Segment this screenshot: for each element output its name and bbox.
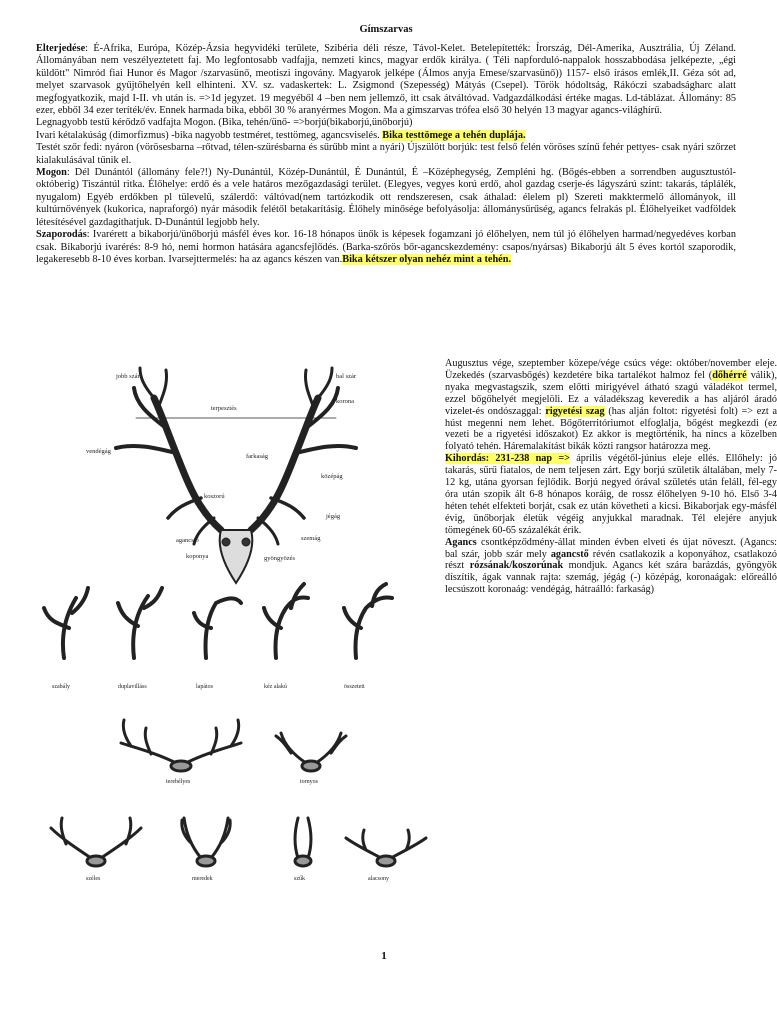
- antler-types-row2-labels: [166, 779, 319, 785]
- antler-types-row1: [44, 584, 392, 658]
- label-vendegag: vendégág: [86, 448, 111, 455]
- highlight-dohere: dőhérré: [712, 369, 747, 381]
- paragraph-antler: Agancs csontképződmény-állat minden évben elveti és újat növeszt. (Agancs: bal szár, jobb szár mely agancstő révén csatlakozik a koponyához, csatlakozó részt rózsának/koszorúnak mondjuk. Agancs két szára barázdás, gyöngyök díszítik, ágak vannak rajta: szemág, jégág (-) középág, koronaágak: előreálló lecsúszott koronaág: vendégág, hátraálló: farkaság): [445, 536, 777, 596]
- highlight-weight: Bika testtömege a tehén duplája.: [382, 129, 526, 141]
- label-antler: Agancs: [445, 536, 477, 548]
- paragraph-fur: Testét szőr fedi: nyáron (vörösesbarna –rőtvad, télen-szürésbarna és sűrűbb mint a nyári) Újszülött borjúk: test felső felén vöröses színű fehér pettyes- csak nyári szőrzet kialakulásával tűnik el.: [36, 142, 736, 166]
- page-title: Gímszarvas: [359, 24, 413, 35]
- label-kind-1: szabály: [52, 684, 70, 690]
- paragraph-distribution: Elterjedése: É-Afrika, Európa, Közép-Ázsia hegyvidéki területe, Szibéria déli része, Távol-Kelet. Betelepítették: Írország, Dél-Amerika, Ausztrália, Új Zéland. Állományában nem veszélyeztetett faj. Mo legfontosabb vadfajja, nemzeti kincs, magyar erdők királya. ( Téli napforduló-nappalok hosszabbodása jelképezte, „égi küldött" Nimród fiai Hunor és Magor /szarvasünő, meotiszi ingovány. Magyarok jelképe (Álmos anyja Emese/szarvasünő)) 1157- első írásos emlék,II. Géza sót ad, melyet szarvasok gyűjtőhelyén kell elhinteni. XV. sz. vadaskertek: L. Zsigmond (Szepesség) Mátyás (Csepel). Török hódoltság, Rákóczi szabadságharc alatt megfogyatkozik, majd I-II. vh után is. =>1d jegyzet. 19 megyéből 4 –ben nem jellemző, itt csak átváltóvad. Vadgazdálkodási értéke magas. Ld-táblázat. Állomány: 85 ezer, ebből 34 ezer teríték/év. Ennek harmada bika, ebből 30 % aranyérmes Mogon. Ma a gímszarvas trófea első 30 helyén 13 magyar agancs-világhírű.: [36, 43, 736, 117]
- label-distribution: Elterjedése: [36, 43, 86, 54]
- antler-types-row3-labels: [86, 876, 389, 882]
- label-terpesztes: terpesztés: [211, 405, 237, 412]
- label-kind-5: összetett: [344, 684, 365, 690]
- antler-types-row1-labels: [52, 684, 365, 690]
- paragraph-largest: Legnagyobb testű kérődző vadfajta Mogon. (Bika, tehén/ünő- =>borjú(bikaborjú,ünőborjú): [36, 117, 413, 129]
- label-kozepag: középág: [321, 473, 343, 480]
- label-koponya: koponya: [186, 553, 209, 560]
- antler-illustrations: [36, 358, 432, 898]
- paragraph-rut: Augusztus vége, szeptember közepe/vége csúcs vége: október/november eleje. Üzekedés (szarvasbőgés) kezdetére bika tartalékot halmoz fel (dőhérré válik), nyaka megvastagszik, szem előtti mirigyével átható szagú váladékot termel, ezzel bőgőhelyét megjelöli. Ez a váladékszag keveredik a has aljáról áradó vizelet-és ondószaggal: rigyetési szag (has alján foltot: rigyetési folt) => ezt a húst megenni nem lehet. Bőgőterritóriumot elfoglalja, bőgést megkezdi (ez vezeti be a rigyetési időszakot) Ez akkor is megtörténik, ha nincs a közelben folyató tehén. Háremalakítást bikák közti rangsor határozza meg.: [445, 358, 777, 453]
- label-jobb-szar: jobb szár: [116, 373, 140, 380]
- label-reproduction: Szaporodás: [36, 229, 87, 241]
- label-bal-szar: bal szár: [336, 373, 357, 380]
- label-kind-3: lapátos: [196, 684, 213, 690]
- label-agancsto: agancstő: [176, 537, 199, 544]
- label-kind-11: alacsony: [368, 876, 389, 882]
- highlight-gestation: Kihordás: 231-238 nap =>: [445, 453, 570, 465]
- paragraph-gestation: Kihordás: 231-238 nap => április végétől-június eleje ellés. Ellőhely: jó takarás, sűrű fiatalos, de nem teljesen zárt. Egy borjú születik általában, mely 7-12 kg, utána gyorsan fejlődik. Borjú negyed órával születés után feláll, fél-egy óra után szopik ált 6-8 hónapos koráig, de rossz élőhelyen 9-10 hó. Első 3-4 héten tehét elfekteti borját, csak ez után követheti a kicsi. Bikaborjak egy-másfél évig, ünőborjak életük végéig anyjukkal maradnak. Tél elejére anyjuk tömegének 60-65 százalékát érik.: [445, 453, 777, 536]
- paragraph-reproduction: Szaporodás: Ivarérett a bikaborjú/ünőborjú másfél éves kor. 16-18 hónapos ünők is képesek fogamzani jó élőhelyen, nem túl jó élőhelyen harmad/negyedéves korban csak. Bikaborjú ivarérés: 8-9 hó, nemi hormon hatására agancsfejlődés. (Barka-szőrös bőr-agancskezdemény: csapos/nyársas) Bikaborjú ált 5 éves kortól szaporodik, legakeresebb 8-10 éves korban. Ivarsejttermelés: ha az agancs készen van.Bika kétszer olyan nehéz mint a tehén.: [36, 229, 736, 265]
- highlight-rigyetesi-szag: rigyetési szag: [545, 405, 605, 417]
- label-kind-2: duplavilláss: [118, 684, 147, 690]
- label-jegag: jégág: [326, 513, 341, 520]
- label-farkasag: farkaság: [246, 453, 269, 460]
- antler-types-row2: [121, 720, 346, 771]
- paragraph-dimorphism: Ivari kétalakúság (dimorfizmus) -bika nagyobb testméret, testtömeg, agancsviselés. Bika testtömege a tehén duplája.: [36, 129, 526, 141]
- right-column-text: [445, 358, 777, 596]
- page-number: 1: [381, 950, 387, 962]
- paragraph-mogon: Mogon: Dél Dunántól (állomány fele?!) Ny-Dunántúl, Közép-Dunántúl, É Dunántúl, É –Középhegység, Zempléni hg. (Bőgés-ebben a sorrendben augusztustól- októberig) Tiszántúl ritka. Élőhelye: erdő és a vele határos mezőgazdasági terület. (Elegyes, vegyes korú erdő, ahol gazdag cserje-és lágyszárú szint: takarás, táplálék, nyugalom) Egyéb erdőkben pl tülevelű, szálerdő: váltóvad(nem tartózkodik ott rendszeresen, csak áthalad: élelem pl) Szereti makktermelő állományok, ill kultúrnövények (kukorica, napraforgó) nyár második felétől betakarításig. Élőhely minősége befolyásolja: állománysűrűség, agancs felrakás pl. Élőhelyeiket vadföldek létesítésével gazdagíthatjuk. D-Dunántúl legjobb hely.: [36, 167, 736, 228]
- document-page: [36, 24, 736, 266]
- label-korona: korona: [336, 398, 355, 405]
- label-mogon: Mogon: [36, 167, 67, 179]
- label-kind-4: kéz alakú: [264, 684, 287, 690]
- label-szemag: szemág: [301, 535, 321, 542]
- label-kind-7: tornyos: [300, 779, 318, 785]
- label-kind-8: széles: [86, 876, 101, 882]
- label-kind-9: meredek: [192, 876, 213, 882]
- antler-types-row3: [51, 818, 426, 866]
- label-gyongyozes: gyöngyözés: [264, 555, 296, 562]
- label-koszoru: koszorú: [204, 493, 225, 500]
- label-kind-10: szűk: [294, 876, 305, 882]
- antler-diagram-svg: [36, 358, 432, 898]
- main-antler-drawing: [116, 368, 356, 583]
- label-kind-6: terebélyes: [166, 779, 191, 785]
- highlight-bull-weight: Bika kétszer olyan nehéz mint a tehén.: [342, 253, 512, 265]
